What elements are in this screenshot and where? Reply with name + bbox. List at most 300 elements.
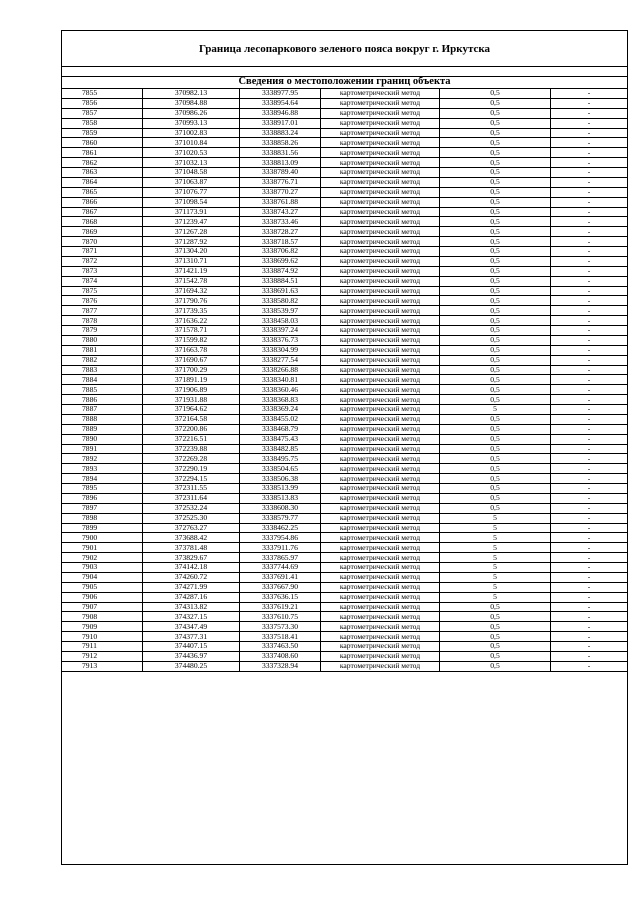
coord-x-cell: 371173.91 xyxy=(143,207,240,217)
note-cell: - xyxy=(551,286,628,296)
table-row xyxy=(62,543,627,553)
note-cell: - xyxy=(551,108,628,118)
method-cell: картометрический метод xyxy=(321,375,440,385)
coord-x-cell: 372200.86 xyxy=(143,424,240,434)
point-number-cell: 7911 xyxy=(62,642,143,652)
coord-y-cell: 3338977.95 xyxy=(240,89,321,98)
accuracy-cell: 0,5 xyxy=(440,651,551,661)
table-row xyxy=(62,326,627,336)
coord-y-cell: 3338468.79 xyxy=(240,424,321,434)
method-cell: картометрический метод xyxy=(321,563,440,573)
accuracy-cell: 0,5 xyxy=(440,484,551,494)
point-number-cell: 7878 xyxy=(62,316,143,326)
coord-x-cell: 372311.64 xyxy=(143,493,240,503)
coord-y-cell: 3338513.99 xyxy=(240,484,321,494)
table-row xyxy=(62,168,627,178)
accuracy-cell: 0,5 xyxy=(440,237,551,247)
accuracy-cell: 5 xyxy=(440,592,551,602)
coord-x-cell: 371700.29 xyxy=(143,365,240,375)
method-cell: картометрический метод xyxy=(321,493,440,503)
table-row xyxy=(62,266,627,276)
table-row xyxy=(62,296,627,306)
point-number-cell: 7892 xyxy=(62,454,143,464)
table-row xyxy=(62,316,627,326)
coord-y-cell: 3338360.46 xyxy=(240,385,321,395)
coord-y-cell: 3338579.77 xyxy=(240,513,321,523)
note-cell: - xyxy=(551,187,628,197)
accuracy-cell: 0,5 xyxy=(440,187,551,197)
point-number-cell: 7900 xyxy=(62,533,143,543)
method-cell: картометрический метод xyxy=(321,543,440,553)
coord-y-cell: 3338277.54 xyxy=(240,355,321,365)
accuracy-cell: 0,5 xyxy=(440,266,551,276)
coord-y-cell: 3338455.02 xyxy=(240,414,321,424)
method-cell: картометрический метод xyxy=(321,217,440,227)
coord-x-cell: 370984.88 xyxy=(143,98,240,108)
coord-x-cell: 371032.13 xyxy=(143,158,240,168)
coord-y-cell: 3338462.25 xyxy=(240,523,321,533)
table-row xyxy=(62,395,627,405)
coord-y-cell: 3337954.86 xyxy=(240,533,321,543)
table-row xyxy=(62,286,627,296)
point-number-cell: 7884 xyxy=(62,375,143,385)
note-cell: - xyxy=(551,168,628,178)
accuracy-cell: 0,5 xyxy=(440,306,551,316)
coord-x-cell: 371310.71 xyxy=(143,256,240,266)
method-cell: картометрический метод xyxy=(321,385,440,395)
coord-y-cell: 3338608.30 xyxy=(240,503,321,513)
coord-y-cell: 3338495.75 xyxy=(240,454,321,464)
coord-x-cell: 374347.49 xyxy=(143,622,240,632)
table-row xyxy=(62,642,627,652)
table-row xyxy=(62,592,627,602)
accuracy-cell: 0,5 xyxy=(440,612,551,622)
accuracy-cell: 0,5 xyxy=(440,503,551,513)
coord-y-cell: 3338376.73 xyxy=(240,335,321,345)
method-cell: картометрический метод xyxy=(321,286,440,296)
section-subtitle: Сведения о местоположении границ объекта xyxy=(62,77,627,89)
accuracy-cell: 0,5 xyxy=(440,414,551,424)
coord-y-cell: 3337408.60 xyxy=(240,651,321,661)
coord-y-cell: 3337463.50 xyxy=(240,642,321,652)
coord-y-cell: 3338813.09 xyxy=(240,158,321,168)
point-number-cell: 7885 xyxy=(62,385,143,395)
note-cell: - xyxy=(551,405,628,415)
note-cell: - xyxy=(551,355,628,365)
coord-y-cell: 3338954.64 xyxy=(240,98,321,108)
note-cell: - xyxy=(551,602,628,612)
note-cell: - xyxy=(551,158,628,168)
point-number-cell: 7866 xyxy=(62,197,143,207)
point-number-cell: 7901 xyxy=(62,543,143,553)
method-cell: картометрический метод xyxy=(321,187,440,197)
coord-x-cell: 371636.22 xyxy=(143,316,240,326)
coord-y-cell: 3338770.27 xyxy=(240,187,321,197)
table-row xyxy=(62,582,627,592)
accuracy-cell: 5 xyxy=(440,582,551,592)
method-cell: картометрический метод xyxy=(321,464,440,474)
accuracy-cell: 0,5 xyxy=(440,217,551,227)
method-cell: картометрический метод xyxy=(321,503,440,513)
coord-y-cell: 3338504.65 xyxy=(240,464,321,474)
accuracy-cell: 0,5 xyxy=(440,454,551,464)
coord-x-cell: 371063.87 xyxy=(143,177,240,187)
note-cell: - xyxy=(551,385,628,395)
table-row xyxy=(62,503,627,513)
note-cell: - xyxy=(551,553,628,563)
accuracy-cell: 0,5 xyxy=(440,345,551,355)
coord-x-cell: 372311.55 xyxy=(143,484,240,494)
accuracy-cell: 5 xyxy=(440,572,551,582)
note-cell: - xyxy=(551,612,628,622)
accuracy-cell: 0,5 xyxy=(440,395,551,405)
coord-x-cell: 372763.27 xyxy=(143,523,240,533)
point-number-cell: 7857 xyxy=(62,108,143,118)
table-row xyxy=(62,187,627,197)
note-cell: - xyxy=(551,513,628,523)
coord-y-cell: 3338304.99 xyxy=(240,345,321,355)
method-cell: картометрический метод xyxy=(321,237,440,247)
note-cell: - xyxy=(551,296,628,306)
point-number-cell: 7904 xyxy=(62,572,143,582)
coord-y-cell: 3338691.63 xyxy=(240,286,321,296)
accuracy-cell: 0,5 xyxy=(440,177,551,187)
coord-x-cell: 372294.15 xyxy=(143,474,240,484)
note-cell: - xyxy=(551,454,628,464)
coord-x-cell: 373781.48 xyxy=(143,543,240,553)
coord-x-cell: 371010.84 xyxy=(143,138,240,148)
accuracy-cell: 5 xyxy=(440,533,551,543)
accuracy-cell: 0,5 xyxy=(440,316,551,326)
coord-x-cell: 374142.18 xyxy=(143,563,240,573)
accuracy-cell: 0,5 xyxy=(440,602,551,612)
table-row xyxy=(62,138,627,148)
coordinates-table-body xyxy=(62,89,627,671)
coord-y-cell: 3337636.15 xyxy=(240,592,321,602)
point-number-cell: 7876 xyxy=(62,296,143,306)
coord-x-cell: 371931.88 xyxy=(143,395,240,405)
table-row xyxy=(62,365,627,375)
table-row xyxy=(62,572,627,582)
coord-x-cell: 372525.30 xyxy=(143,513,240,523)
accuracy-cell: 0,5 xyxy=(440,168,551,178)
point-number-cell: 7889 xyxy=(62,424,143,434)
method-cell: картометрический метод xyxy=(321,316,440,326)
method-cell: картометрический метод xyxy=(321,168,440,178)
point-number-cell: 7881 xyxy=(62,345,143,355)
table-row xyxy=(62,158,627,168)
accuracy-cell: 0,5 xyxy=(440,148,551,158)
coord-y-cell: 3338266.88 xyxy=(240,365,321,375)
method-cell: картометрический метод xyxy=(321,612,440,622)
point-number-cell: 7906 xyxy=(62,592,143,602)
note-cell: - xyxy=(551,177,628,187)
table-row xyxy=(62,89,627,98)
coord-x-cell: 371076.77 xyxy=(143,187,240,197)
coord-y-cell: 3338743.27 xyxy=(240,207,321,217)
accuracy-cell: 0,5 xyxy=(440,98,551,108)
table-row xyxy=(62,622,627,632)
point-number-cell: 7898 xyxy=(62,513,143,523)
coord-x-cell: 371790.76 xyxy=(143,296,240,306)
note-cell: - xyxy=(551,217,628,227)
table-row xyxy=(62,385,627,395)
note-cell: - xyxy=(551,138,628,148)
coord-x-cell: 374327.15 xyxy=(143,612,240,622)
accuracy-cell: 5 xyxy=(440,563,551,573)
point-number-cell: 7870 xyxy=(62,237,143,247)
accuracy-cell: 0,5 xyxy=(440,661,551,671)
coord-x-cell: 371906.89 xyxy=(143,385,240,395)
point-number-cell: 7903 xyxy=(62,563,143,573)
method-cell: картометрический метод xyxy=(321,306,440,316)
table-row xyxy=(62,563,627,573)
accuracy-cell: 0,5 xyxy=(440,286,551,296)
coord-x-cell: 374313.82 xyxy=(143,602,240,612)
coord-y-cell: 3338340.81 xyxy=(240,375,321,385)
coord-y-cell: 3338369.24 xyxy=(240,405,321,415)
accuracy-cell: 0,5 xyxy=(440,326,551,336)
accuracy-cell: 5 xyxy=(440,513,551,523)
coord-x-cell: 371599.82 xyxy=(143,335,240,345)
point-number-cell: 7872 xyxy=(62,256,143,266)
table-row xyxy=(62,612,627,622)
method-cell: картометрический метод xyxy=(321,572,440,582)
note-cell: - xyxy=(551,592,628,602)
note-cell: - xyxy=(551,207,628,217)
method-cell: картометрический метод xyxy=(321,247,440,257)
coord-y-cell: 3338458.03 xyxy=(240,316,321,326)
coord-x-cell: 371578.71 xyxy=(143,326,240,336)
coord-x-cell: 371287.92 xyxy=(143,237,240,247)
point-number-cell: 7883 xyxy=(62,365,143,375)
method-cell: картометрический метод xyxy=(321,138,440,148)
coord-y-cell: 3338506.38 xyxy=(240,474,321,484)
coord-y-cell: 3338884.51 xyxy=(240,276,321,286)
coord-y-cell: 3338475.43 xyxy=(240,434,321,444)
coord-x-cell: 372239.88 xyxy=(143,444,240,454)
accuracy-cell: 0,5 xyxy=(440,158,551,168)
coord-x-cell: 371694.32 xyxy=(143,286,240,296)
coord-x-cell: 371739.35 xyxy=(143,306,240,316)
method-cell: картометрический метод xyxy=(321,553,440,563)
method-cell: картометрический метод xyxy=(321,128,440,138)
accuracy-cell: 0,5 xyxy=(440,247,551,257)
accuracy-cell: 0,5 xyxy=(440,227,551,237)
coord-x-cell: 374480.25 xyxy=(143,661,240,671)
accuracy-cell: 0,5 xyxy=(440,464,551,474)
note-cell: - xyxy=(551,523,628,533)
note-cell: - xyxy=(551,148,628,158)
note-cell: - xyxy=(551,395,628,405)
coord-y-cell: 3338699.62 xyxy=(240,256,321,266)
accuracy-cell: 5 xyxy=(440,405,551,415)
table-row xyxy=(62,454,627,464)
coord-x-cell: 371002.83 xyxy=(143,128,240,138)
point-number-cell: 7856 xyxy=(62,98,143,108)
table-row xyxy=(62,375,627,385)
method-cell: картометрический метод xyxy=(321,622,440,632)
accuracy-cell: 0,5 xyxy=(440,207,551,217)
coord-y-cell: 3338874.92 xyxy=(240,266,321,276)
method-cell: картометрический метод xyxy=(321,405,440,415)
point-number-cell: 7902 xyxy=(62,553,143,563)
coord-x-cell: 373688.42 xyxy=(143,533,240,543)
coord-x-cell: 371048.58 xyxy=(143,168,240,178)
point-number-cell: 7907 xyxy=(62,602,143,612)
note-cell: - xyxy=(551,484,628,494)
coord-y-cell: 3338831.56 xyxy=(240,148,321,158)
point-number-cell: 7909 xyxy=(62,622,143,632)
accuracy-cell: 0,5 xyxy=(440,276,551,286)
accuracy-cell: 0,5 xyxy=(440,296,551,306)
table-row xyxy=(62,247,627,257)
point-number-cell: 7867 xyxy=(62,207,143,217)
point-number-cell: 7910 xyxy=(62,632,143,642)
point-number-cell: 7859 xyxy=(62,128,143,138)
accuracy-cell: 0,5 xyxy=(440,138,551,148)
point-number-cell: 7875 xyxy=(62,286,143,296)
point-number-cell: 7869 xyxy=(62,227,143,237)
method-cell: картометрический метод xyxy=(321,424,440,434)
accuracy-cell: 0,5 xyxy=(440,355,551,365)
method-cell: картометрический метод xyxy=(321,434,440,444)
note-cell: - xyxy=(551,316,628,326)
coord-y-cell: 3338718.57 xyxy=(240,237,321,247)
point-number-cell: 7879 xyxy=(62,326,143,336)
point-number-cell: 7858 xyxy=(62,118,143,128)
coord-x-cell: 371098.54 xyxy=(143,197,240,207)
document-frame xyxy=(61,30,628,865)
point-number-cell: 7890 xyxy=(62,434,143,444)
table-row xyxy=(62,414,627,424)
method-cell: картометрический метод xyxy=(321,276,440,286)
table-row xyxy=(62,405,627,415)
coord-y-cell: 3337573.30 xyxy=(240,622,321,632)
point-number-cell: 7893 xyxy=(62,464,143,474)
table-row xyxy=(62,276,627,286)
coord-y-cell: 3337328.94 xyxy=(240,661,321,671)
point-number-cell: 7880 xyxy=(62,335,143,345)
coord-x-cell: 370982.13 xyxy=(143,89,240,98)
coord-y-cell: 3338513.83 xyxy=(240,493,321,503)
coord-x-cell: 374377.31 xyxy=(143,632,240,642)
coord-x-cell: 372532.24 xyxy=(143,503,240,513)
coord-y-cell: 3338580.82 xyxy=(240,296,321,306)
point-number-cell: 7887 xyxy=(62,405,143,415)
method-cell: картометрический метод xyxy=(321,632,440,642)
point-number-cell: 7895 xyxy=(62,484,143,494)
method-cell: картометрический метод xyxy=(321,177,440,187)
accuracy-cell: 0,5 xyxy=(440,375,551,385)
accuracy-cell: 0,5 xyxy=(440,444,551,454)
method-cell: картометрический метод xyxy=(321,326,440,336)
note-cell: - xyxy=(551,335,628,345)
coord-x-cell: 374260.72 xyxy=(143,572,240,582)
coord-y-cell: 3338482.85 xyxy=(240,444,321,454)
method-cell: картометрический метод xyxy=(321,513,440,523)
coord-y-cell: 3338706.82 xyxy=(240,247,321,257)
accuracy-cell: 0,5 xyxy=(440,474,551,484)
coord-x-cell: 374436.97 xyxy=(143,651,240,661)
accuracy-cell: 5 xyxy=(440,523,551,533)
coord-x-cell: 371542.78 xyxy=(143,276,240,286)
table-row xyxy=(62,474,627,484)
coord-y-cell: 3337865.97 xyxy=(240,553,321,563)
coord-x-cell: 370986.26 xyxy=(143,108,240,118)
method-cell: картометрический метод xyxy=(321,148,440,158)
coord-x-cell: 371964.62 xyxy=(143,405,240,415)
method-cell: картометрический метод xyxy=(321,256,440,266)
method-cell: картометрический метод xyxy=(321,89,440,98)
point-number-cell: 7894 xyxy=(62,474,143,484)
note-cell: - xyxy=(551,563,628,573)
point-number-cell: 7891 xyxy=(62,444,143,454)
accuracy-cell: 0,5 xyxy=(440,642,551,652)
coord-y-cell: 3338776.71 xyxy=(240,177,321,187)
coord-y-cell: 3338761.88 xyxy=(240,197,321,207)
note-cell: - xyxy=(551,375,628,385)
method-cell: картометрический метод xyxy=(321,296,440,306)
coord-x-cell: 370993.13 xyxy=(143,118,240,128)
note-cell: - xyxy=(551,474,628,484)
table-row xyxy=(62,98,627,108)
coord-y-cell: 3338917.01 xyxy=(240,118,321,128)
accuracy-cell: 0,5 xyxy=(440,622,551,632)
point-number-cell: 7897 xyxy=(62,503,143,513)
table-row xyxy=(62,523,627,533)
coordinates-table xyxy=(62,89,627,672)
method-cell: картометрический метод xyxy=(321,651,440,661)
coord-y-cell: 3338539.97 xyxy=(240,306,321,316)
method-cell: картометрический метод xyxy=(321,582,440,592)
accuracy-cell: 0,5 xyxy=(440,335,551,345)
coord-y-cell: 3337619.21 xyxy=(240,602,321,612)
table-row xyxy=(62,493,627,503)
note-cell: - xyxy=(551,622,628,632)
accuracy-cell: 0,5 xyxy=(440,434,551,444)
note-cell: - xyxy=(551,256,628,266)
note-cell: - xyxy=(551,98,628,108)
point-number-cell: 7912 xyxy=(62,651,143,661)
note-cell: - xyxy=(551,632,628,642)
point-number-cell: 7896 xyxy=(62,493,143,503)
coord-y-cell: 3338858.26 xyxy=(240,138,321,148)
note-cell: - xyxy=(551,651,628,661)
note-cell: - xyxy=(551,642,628,652)
accuracy-cell: 0,5 xyxy=(440,385,551,395)
method-cell: картометрический метод xyxy=(321,345,440,355)
method-cell: картометрический метод xyxy=(321,592,440,602)
coord-x-cell: 373829.67 xyxy=(143,553,240,563)
method-cell: картометрический метод xyxy=(321,266,440,276)
note-cell: - xyxy=(551,424,628,434)
method-cell: картометрический метод xyxy=(321,158,440,168)
coord-y-cell: 3337518.41 xyxy=(240,632,321,642)
table-row xyxy=(62,128,627,138)
method-cell: картометрический метод xyxy=(321,108,440,118)
accuracy-cell: 0,5 xyxy=(440,365,551,375)
method-cell: картометрический метод xyxy=(321,523,440,533)
method-cell: картометрический метод xyxy=(321,444,440,454)
coord-x-cell: 371020.53 xyxy=(143,148,240,158)
accuracy-cell: 0,5 xyxy=(440,493,551,503)
coord-x-cell: 371421.19 xyxy=(143,266,240,276)
table-row xyxy=(62,602,627,612)
table-row xyxy=(62,345,627,355)
method-cell: картометрический метод xyxy=(321,335,440,345)
coord-x-cell: 374287.16 xyxy=(143,592,240,602)
